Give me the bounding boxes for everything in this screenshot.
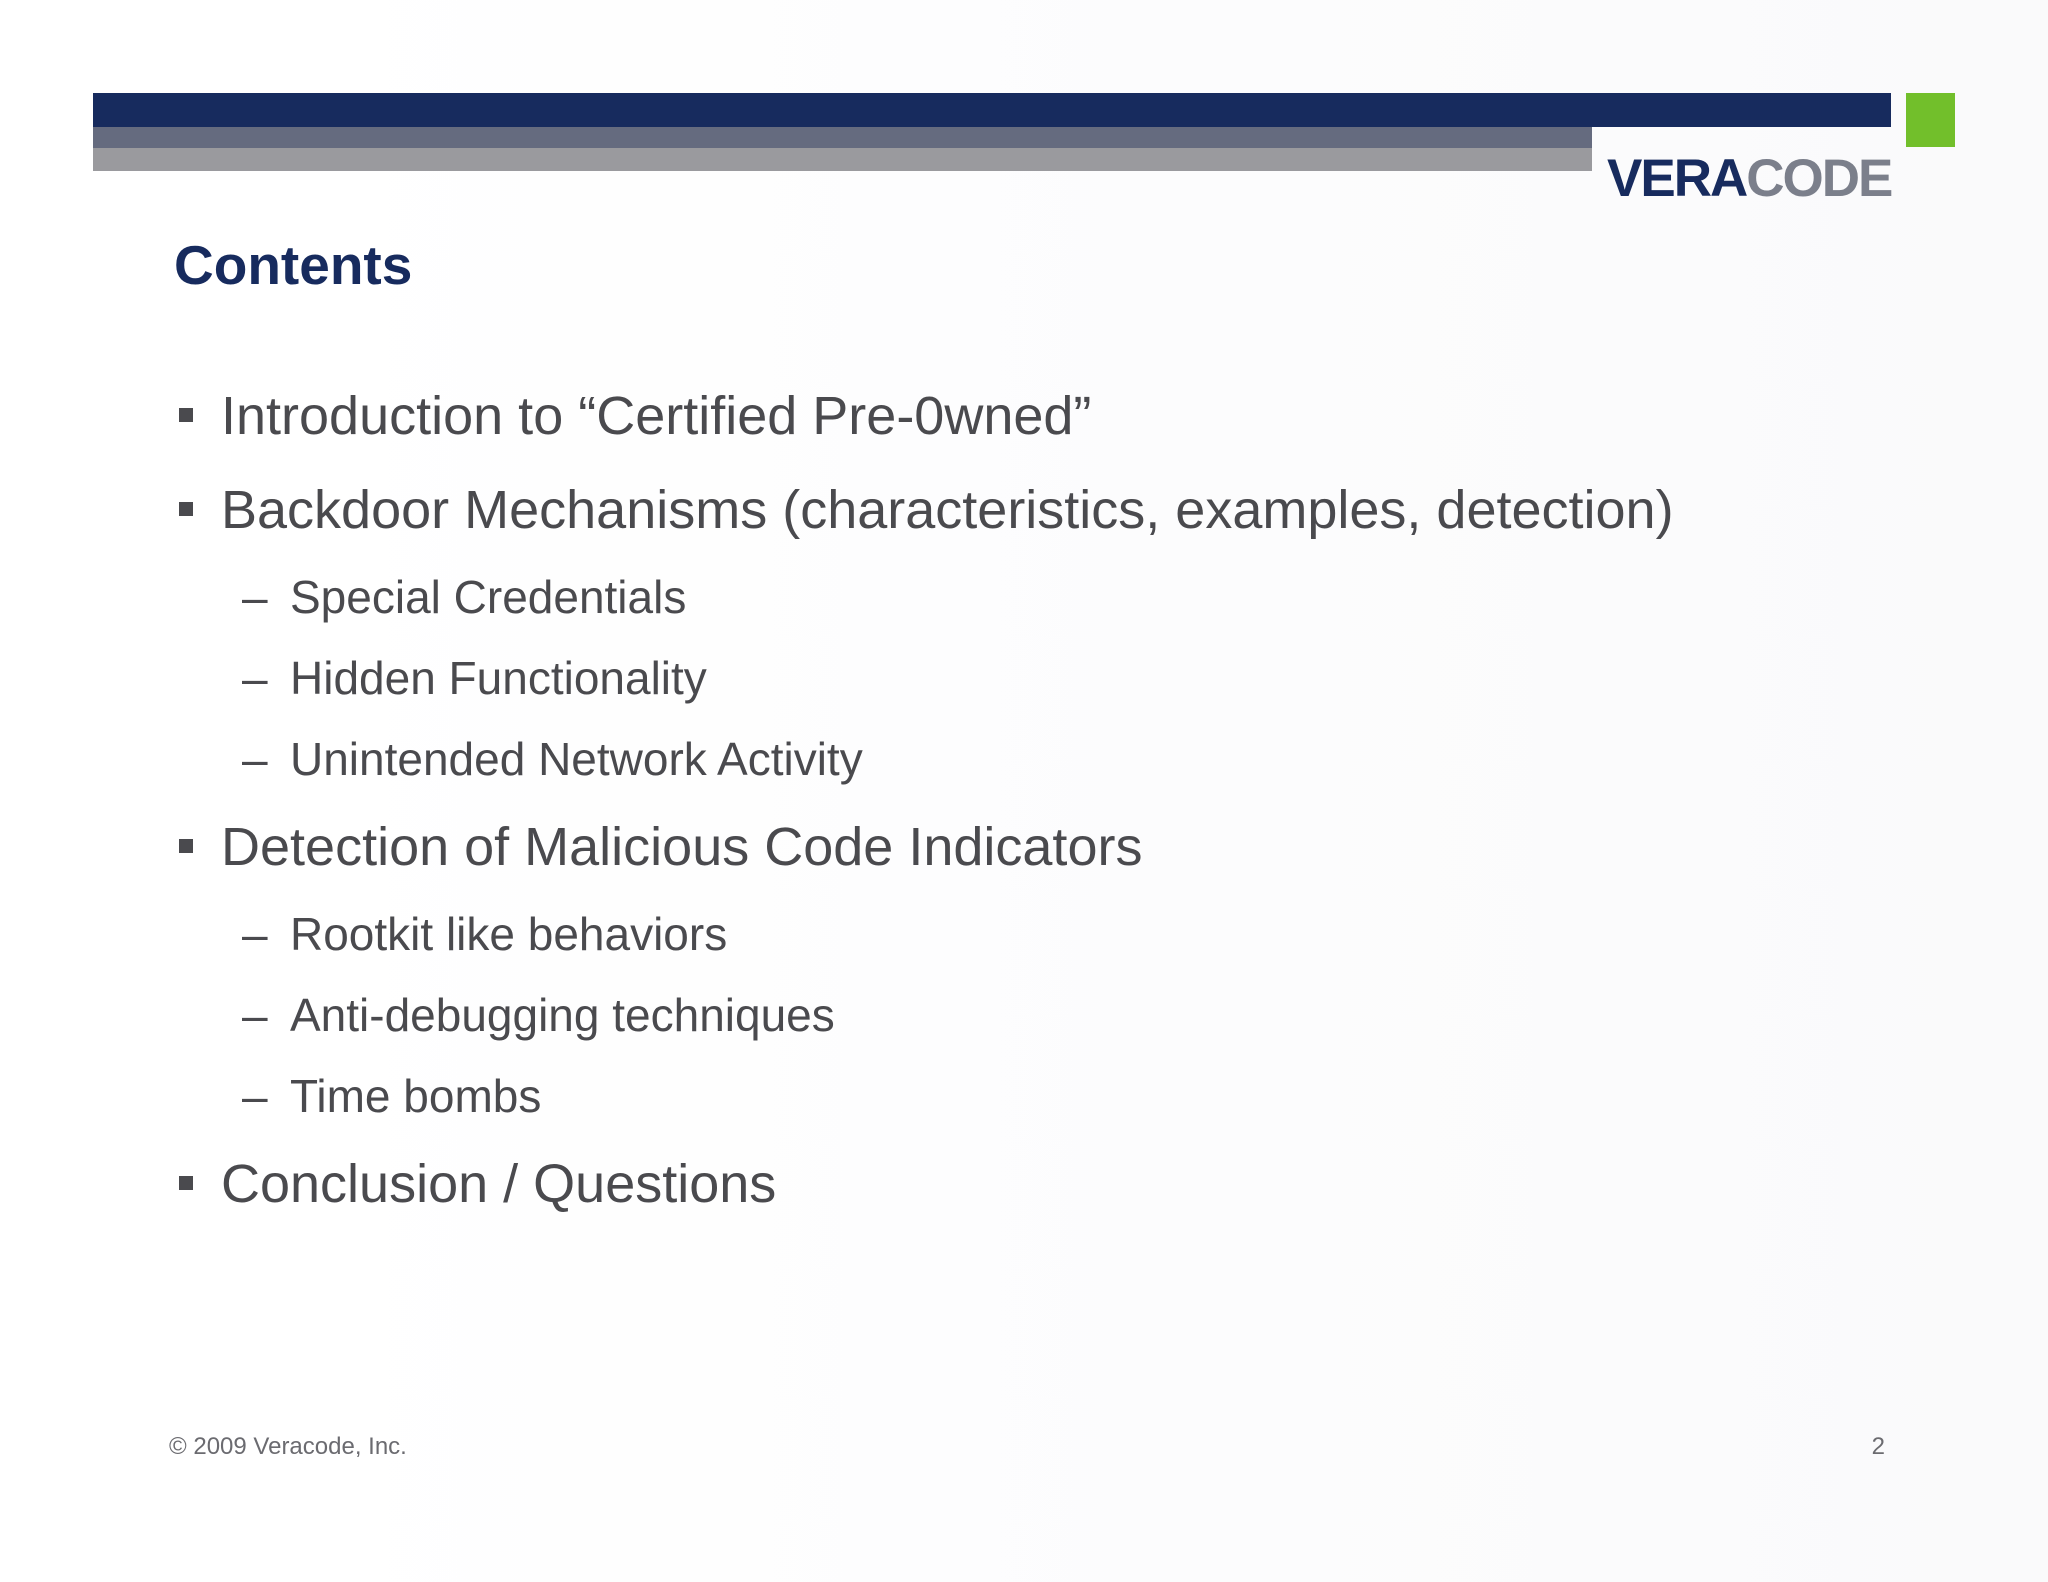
- slide-title: Contents: [174, 234, 413, 296]
- copyright-footer: © 2009 Veracode, Inc.: [169, 1433, 407, 1460]
- dash-bullet-icon: –: [242, 571, 268, 623]
- list-item-text: Backdoor Mechanisms (characteristics, examples, detection): [221, 480, 1674, 540]
- header-bar-navy: [93, 93, 1891, 127]
- sub-list-item: [242, 905, 728, 963]
- sub-list-item: [242, 730, 863, 788]
- dash-bullet-icon: –: [242, 908, 268, 960]
- header-bar-gray: [93, 148, 1592, 171]
- list-item: [221, 477, 1674, 543]
- list-item: [221, 814, 1142, 880]
- sub-list-item-text: Unintended Network Activity: [290, 733, 863, 785]
- sub-list-item-text: Time bombs: [290, 1070, 542, 1122]
- logo-text-vera: VERA: [1607, 149, 1747, 208]
- square-bullet-icon: [179, 502, 193, 516]
- header-bar-slate: [93, 127, 1592, 148]
- sub-list-item-text: Special Credentials: [290, 571, 687, 623]
- square-bullet-icon: [179, 839, 193, 853]
- sub-list-item-text: Anti-debugging techniques: [290, 989, 835, 1041]
- list-item: [221, 383, 1091, 449]
- dash-bullet-icon: –: [242, 1070, 268, 1122]
- sub-list-item: [242, 986, 835, 1044]
- sub-list-item: [242, 649, 707, 707]
- brand-accent-square: [1906, 93, 1955, 147]
- logo-text-code: CODE: [1746, 149, 1892, 208]
- sub-list-item-text: Hidden Functionality: [290, 652, 707, 704]
- list-item-text: Introduction to “Certified Pre-0wned”: [221, 386, 1092, 446]
- list-item-text: Conclusion / Questions: [221, 1154, 777, 1214]
- square-bullet-icon: [179, 408, 193, 422]
- list-item: [221, 1151, 776, 1217]
- square-bullet-icon: [179, 1176, 193, 1190]
- dash-bullet-icon: –: [242, 733, 268, 785]
- sub-list-item: [242, 568, 687, 626]
- dash-bullet-icon: –: [242, 989, 268, 1041]
- page-number: 2: [1871, 1433, 1885, 1460]
- veracode-logo: [1607, 150, 1892, 208]
- list-item-text: Detection of Malicious Code Indicators: [221, 817, 1143, 877]
- sub-list-item-text: Rootkit like behaviors: [290, 908, 728, 960]
- dash-bullet-icon: –: [242, 652, 268, 704]
- sub-list-item: [242, 1067, 542, 1125]
